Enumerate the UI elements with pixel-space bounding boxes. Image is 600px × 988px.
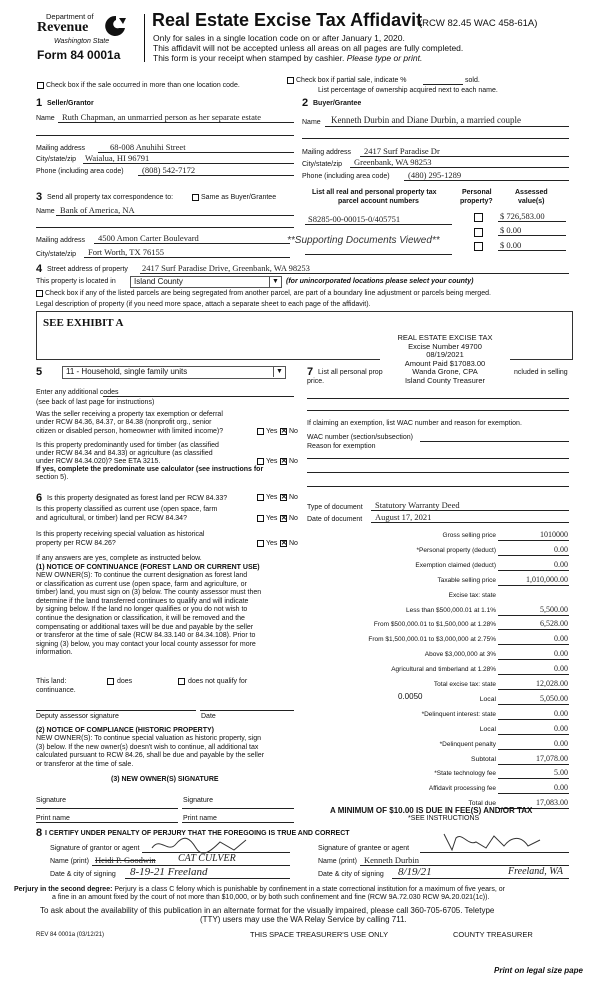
excise-stamp xyxy=(380,334,510,385)
new-owner-sig-heading: (3) NEW OWNER(S) SIGNATURE xyxy=(111,776,219,783)
corr-city-label: City/state/zip xyxy=(36,251,77,258)
corr-city[interactable]: Fort Worth, TX 76155 xyxy=(88,247,164,257)
notice-line: or transferor at the time of sale (RCW 84.33.140 or 84.34.108). Prior to xyxy=(36,632,256,640)
parcel-head-1: List all real and personal property tax xyxy=(312,189,437,196)
local-rate: 0.0050 xyxy=(398,692,423,701)
no-label: No xyxy=(289,494,298,501)
grantor-sig-label: Signature of grantor or agent xyxy=(50,845,140,852)
if-any-yes: If any answers are yes, complete as instructed below. xyxy=(36,555,202,562)
revision-label: REV 84 0001a (03/12/21) xyxy=(36,932,105,938)
assessed-value-3[interactable]: $ 0.00 xyxy=(500,240,522,250)
tax-row-label: From $1,500,000.01 to $3,000,000 at 2.75% xyxy=(368,636,496,643)
buyer-name-label: Name xyxy=(302,119,321,126)
q-current-use-2: and agricultural, or timber) land per RCW 84.34? xyxy=(36,515,187,522)
current-use-yes-checkbox[interactable] xyxy=(257,515,264,522)
header-line1: Only for sales in a single location code on or after January 1, 2020. xyxy=(153,33,405,43)
tax-row-label: Taxable selling price xyxy=(437,577,496,584)
buyer-city-label: City/state/zip xyxy=(302,161,343,168)
q-historic-1: Is this property receiving special valuation as historical xyxy=(36,531,205,538)
buyer-mail-label: Mailing address xyxy=(302,149,352,156)
seller-city-label: City/state/zip xyxy=(36,156,77,163)
notice-line: determine if the land transferred continues to qualify and will indicate xyxy=(36,597,249,605)
grantee-sig-label: Signature of grantee or agent xyxy=(318,845,410,852)
q-exemption-1: Was the seller receiving a property tax exemption or deferral xyxy=(36,411,223,418)
q-exemption-2: under RCW 84.36, 84.37, or 84.38 (nonprofit org., senior xyxy=(36,419,212,426)
grantor-date-label: Date & city of signing xyxy=(50,871,116,878)
partial-sale-checkbox[interactable] xyxy=(287,77,294,84)
tax-row-label: *Personal property (deduct) xyxy=(416,547,496,554)
this-land-label: This land: xyxy=(36,678,67,685)
assessed-head-1: Assessed xyxy=(515,189,548,196)
stamp-line: REAL ESTATE EXCISE TAX xyxy=(397,333,493,342)
stamp-line: Island County Treasurer xyxy=(404,375,486,385)
tax-row-value[interactable]: 0.00 xyxy=(554,709,568,718)
current-use-no-checkbox[interactable]: ✕ xyxy=(281,515,287,522)
tax-row-value[interactable]: 0.00 xyxy=(554,664,568,673)
section1-heading: Seller/Grantor xyxy=(47,100,94,107)
tax-row-label: Exemption claimed (deduct) xyxy=(415,562,496,569)
tax-row-label: Above $3,000,000 at 3% xyxy=(424,651,496,658)
county-select[interactable]: Island County ▼ xyxy=(130,276,282,288)
q-timber-5: section 5). xyxy=(36,474,69,481)
buyer-mail[interactable]: 2417 Surf Paradise Dr xyxy=(364,146,440,156)
notice-line: information. xyxy=(36,649,73,657)
section6-number: 6 xyxy=(36,492,43,504)
personal-check-1[interactable] xyxy=(474,213,483,222)
tax-row-value[interactable]: 1,010,000.00 xyxy=(526,575,568,584)
grantee-signature[interactable] xyxy=(440,828,550,854)
legal-desc-label: Legal description of property (if you need more space, attach a separate sheet to each page of the affidavit). xyxy=(36,301,371,308)
notice-line: by signing below. If the land no longer qualifies or you do not wish to xyxy=(36,606,248,614)
personal-prop-label: List all personal prop xyxy=(318,369,383,376)
deputy-sig-label: Deputy assessor signature xyxy=(36,713,119,720)
multi-location-checkbox[interactable] xyxy=(37,82,44,89)
notice-line: continue the designation or classification, it will be removed and the xyxy=(36,614,245,622)
state-label: Washington State xyxy=(54,38,110,45)
yes-label: Yes xyxy=(266,428,278,435)
grantee-date[interactable]: 8/19/21 xyxy=(398,866,432,878)
wac-number-label: WAC number (section/subsection) xyxy=(307,434,413,441)
tax-row-label: Gross selling price xyxy=(442,532,496,539)
does-not-label: does not qualify for xyxy=(188,678,248,685)
signature-label: Signature xyxy=(36,797,66,804)
tax-row-value[interactable]: 0.00 xyxy=(554,545,568,554)
same-as-buyer-label: Same as Buyer/Grantee xyxy=(201,194,277,201)
section5-number: 5 xyxy=(36,366,43,378)
doc-type[interactable]: Statutory Warranty Deed xyxy=(375,500,460,510)
forest-no-checkbox[interactable]: ✕ xyxy=(281,494,287,501)
personal-head-1: Personal xyxy=(462,189,492,196)
revenue-logo-text: Revenue xyxy=(37,20,89,35)
exemption-yes-checkbox[interactable] xyxy=(257,428,264,435)
assessed-value-1[interactable]: $ 726,583.00 xyxy=(500,211,545,221)
buyer-phone[interactable]: (480) 295-1289 xyxy=(408,170,462,180)
seller-name-label: Name xyxy=(36,115,55,122)
seller-name[interactable]: Ruth Chapman, an unmarried person as her separate estate xyxy=(62,112,261,122)
q-timber-2: under RCW 84.34 and 84.33) or agriculture (as classified xyxy=(36,450,213,457)
notice-line: timber) land, you must sign on (3) below. The county assessor must then xyxy=(36,589,262,597)
seller-mail[interactable]: 68-008 Anuhihi Street xyxy=(110,142,186,152)
perjury-line1: Perjury in the second degree: Perjury is a class C felony which is punishable by confinement in a state correctional institution for a maximum of five years, or xyxy=(14,886,505,893)
signature-label: Signature xyxy=(183,797,213,804)
q-current-use-1: Is this property classified as current use (open space, farm xyxy=(36,506,218,513)
stamp-line: Wanda Grone, CPA xyxy=(412,367,478,376)
seller-phone-label: Phone (including area code) xyxy=(36,168,124,175)
ownership-note: List percentage of ownership acquired next to each name. xyxy=(318,87,498,94)
grantee-print-label: Name (print) xyxy=(318,858,357,865)
q-timber-4: If yes, complete the predominate use calculator (see instructions for xyxy=(36,466,264,473)
historic-no-checkbox[interactable]: ✕ xyxy=(281,540,287,547)
q-forest: Is this property designated as forest land per RCW 84.33? xyxy=(47,495,228,502)
personal-head-2: property? xyxy=(460,198,493,205)
rcw-ref: (RCW 82.45 WAC 458-61A) xyxy=(419,18,538,29)
print-name-label: Print name xyxy=(183,815,217,822)
tax-row-label: Subtotal xyxy=(471,756,496,763)
tax-row-label: Total due xyxy=(468,800,496,807)
continuance-label: continuance. xyxy=(36,687,76,694)
see-instructions: *SEE INSTRUCTIONS xyxy=(408,815,480,822)
section2-heading: Buyer/Grantee xyxy=(313,100,362,107)
tax-row-value[interactable]: 0.00 xyxy=(554,649,568,658)
form-number: Form 84 0001a xyxy=(37,48,121,62)
legal-size-note: Print on legal size pape xyxy=(494,966,583,975)
yes-label: Yes xyxy=(266,540,278,547)
tax-row-value[interactable]: 5.00 xyxy=(554,768,568,777)
personal-check-2[interactable] xyxy=(474,228,483,237)
doc-date-label: Date of document xyxy=(307,516,363,523)
section3-number: 3 xyxy=(36,191,43,203)
property-address[interactable]: 2417 Surf Paradise Drive, Greenbank, WA 98253 xyxy=(142,263,310,273)
grantor-print-label: Name (print) xyxy=(50,858,89,865)
yes-label: Yes xyxy=(266,515,278,522)
tax-row-value[interactable]: 5,500.00 xyxy=(540,605,568,614)
section8-number: 8 xyxy=(36,827,43,839)
tax-row-label: From $500,000.01 to $1,500,000 at 1.28% xyxy=(373,621,496,628)
legal-description: SEE EXHIBIT A xyxy=(43,317,124,329)
stamp-line: 08/19/2021 xyxy=(426,350,464,359)
notice-line: (3) below. If the new owner(s) doesn't wish to continue, all additional tax xyxy=(36,743,259,751)
parcel-head-2: parcel account numbers xyxy=(338,198,419,205)
notice-line: compensating or additional taxes will be due and payable by the seller xyxy=(36,623,254,631)
alt-format-line1: To ask about the availability of this publication in an alternate format for the visually impaired, please call 360-705-6705. Teletype xyxy=(40,906,495,915)
corr-mail[interactable]: 4500 Amon Carter Boulevard xyxy=(98,233,199,243)
section2-number: 2 xyxy=(302,97,309,109)
same-as-buyer-checkbox[interactable] xyxy=(192,194,199,201)
use-code-select[interactable]: 11 - Household, single family units ▼ xyxy=(62,366,286,379)
seller-city[interactable]: Waialua, HI 96791 xyxy=(85,153,150,163)
notice-line: signing (3) below, you may contact your local county assessor for more xyxy=(36,640,256,648)
parcel-number[interactable]: S8285-00-00015-0/405751 xyxy=(308,214,401,224)
tax-row-value[interactable]: 17,078.00 xyxy=(536,754,568,763)
notice-line: or transferor at the time of sale. xyxy=(36,760,134,768)
exemption-wac-label: If claiming an exemption, list WAC number and reason for exemption. xyxy=(307,420,522,427)
corr-name[interactable]: Bank of America, NA xyxy=(60,205,135,215)
forest-yes-checkbox[interactable] xyxy=(257,494,264,501)
tax-row-value[interactable]: 6,528.00 xyxy=(540,619,568,628)
notice-compliance-text xyxy=(36,735,264,769)
section7-number: 7 xyxy=(307,366,314,378)
tax-row-value[interactable]: 0.00 xyxy=(554,634,568,643)
reason-label: Reason for exemption xyxy=(307,443,376,450)
yes-label: Yes xyxy=(266,458,278,465)
tax-row-label: Local xyxy=(479,726,496,733)
tax-row-value[interactable]: 12,028.00 xyxy=(536,679,568,688)
q-timber-1: Is this property predominantly used for timber (as classified xyxy=(36,442,219,449)
stamp-line: Excise Number 49700 xyxy=(408,341,482,351)
q-exemption-3: citizen or disabled person, homeowner with limited income)? xyxy=(36,428,224,435)
notice-continuance-text xyxy=(36,572,261,658)
certify-statement: I CERTIFY UNDER PENALTY OF PERJURY THAT THE FOREGOING IS TRUE AND CORRECT xyxy=(45,830,350,837)
doc-type-label: Type of document xyxy=(307,504,363,511)
yes-label: Yes xyxy=(266,494,278,501)
assessed-head-2: value(s) xyxy=(518,198,545,205)
grantee-date-label: Date & city of signing xyxy=(318,871,384,878)
does-label: does xyxy=(117,678,133,685)
notice-compliance-heading: (2) NOTICE OF COMPLIANCE (HISTORIC PROPERTY) xyxy=(36,727,214,734)
grantee-city[interactable]: Freeland, WA xyxy=(508,866,564,877)
tax-row-label: *Delinquent penalty xyxy=(439,741,496,748)
timber-yes-checkbox[interactable] xyxy=(257,458,264,465)
partial-sale-label: Check box if partial sale, indicate % xyxy=(296,77,407,84)
grantor-date-city[interactable]: 8-19-21 Freeland xyxy=(130,866,208,878)
notice-line: NEW OWNER(S): To continue special valuation as historic property, sign xyxy=(36,735,261,742)
print-name-label: Print name xyxy=(36,815,70,822)
no-label: No xyxy=(289,428,298,435)
buyer-name[interactable]: Kenneth Durbin and Diane Durbin, a married couple xyxy=(331,115,521,125)
multi-location-label: Check box if the sale occurred in more than one location code. xyxy=(46,82,240,89)
buyer-city[interactable]: Greenbank, WA 98253 xyxy=(354,157,432,167)
personal-check-3[interactable] xyxy=(474,242,483,251)
tax-row-value[interactable]: 0.00 xyxy=(554,560,568,569)
included-label: ncluded in selling xyxy=(514,369,568,376)
tax-row-value[interactable]: 17,083.00 xyxy=(536,798,568,807)
street-address-label: Street address of property xyxy=(47,266,128,273)
additional-codes-label: Enter any additional codes xyxy=(36,389,119,396)
chevron-down-icon: ▼ xyxy=(269,277,281,287)
corr-name-label: Name xyxy=(36,208,55,215)
no-label: No xyxy=(289,515,298,522)
chevron-down-icon: ▼ xyxy=(273,367,285,377)
tax-row-label: Agricultural and timberland at 1.28% xyxy=(391,666,496,673)
historic-yes-checkbox[interactable] xyxy=(257,540,264,547)
alt-format-line2: (TTY) users may use the WA Relay Service by calling 711. xyxy=(200,915,407,924)
buyer-phone-label: Phone (including area code) xyxy=(302,173,390,180)
located-in-label: This property is located in xyxy=(36,278,116,285)
grantee-print-name[interactable]: Kenneth Durbin xyxy=(364,855,420,865)
no-label: No xyxy=(289,458,298,465)
county-note: (for unincorporated locations please select your county) xyxy=(286,278,474,285)
sold-label: sold. xyxy=(465,77,480,84)
grantor-print-struck: Heidi P. Goodwin xyxy=(95,855,156,865)
section1-number: 1 xyxy=(36,97,43,109)
tax-row-label: Local xyxy=(479,696,496,703)
tax-row-value[interactable]: 1010000 xyxy=(540,530,568,539)
form-title: Real Estate Excise Tax Affidavit xyxy=(152,10,423,30)
notice-line: NEW OWNER(S): To continue the current designation as forest land xyxy=(36,572,248,579)
timber-no-checkbox[interactable]: ✕ xyxy=(281,458,287,465)
grantor-print-name[interactable]: CAT CULVER xyxy=(178,853,236,864)
exemption-no-checkbox[interactable]: ✕ xyxy=(281,428,287,435)
section4-number: 4 xyxy=(36,263,43,275)
tax-row-value[interactable]: 0.00 xyxy=(554,783,568,792)
tax-row-value[interactable]: 0.00 xyxy=(554,724,568,733)
header-line3: This form is your receipt when stamped by cashier. Please type or print. xyxy=(153,53,423,63)
does-checkbox[interactable] xyxy=(107,678,114,685)
does-not-checkbox[interactable] xyxy=(178,678,185,685)
tax-row-label: Excise tax: state xyxy=(448,592,496,599)
doc-date[interactable]: August 17, 2021 xyxy=(375,512,432,522)
header-divider xyxy=(144,14,145,62)
q-historic-2: property per RCW 84.26? xyxy=(36,540,116,547)
minimum-due-note: A MINIMUM OF $10.00 IS DUE IN FEE(S) AND/OR TAX xyxy=(330,806,533,815)
segregate-checkbox[interactable] xyxy=(36,290,43,297)
seller-mail-label: Mailing address xyxy=(36,145,86,152)
corr-mail-label: Mailing address xyxy=(36,237,86,244)
dept-label: Department of xyxy=(46,12,94,21)
price-label: price. xyxy=(307,378,325,385)
tax-row-label: *State technology fee xyxy=(434,770,496,777)
deputy-date-label: Date xyxy=(201,713,216,720)
notice-continuance-heading: (1) NOTICE OF CONTINUANCE (FOREST LAND OR CURRENT USE) xyxy=(36,564,260,571)
tax-row-label: Affidavit processing fee xyxy=(428,785,496,792)
supporting-docs-stamp: **Supporting Documents Viewed** xyxy=(287,235,440,246)
assessed-value-2[interactable]: $ 0.00 xyxy=(500,225,522,235)
correspondence-label: Send all property tax correspondence to: xyxy=(47,194,174,201)
seller-phone[interactable]: (808) 542-7172 xyxy=(142,165,196,175)
tax-row-value[interactable]: 5,050.00 xyxy=(540,694,568,703)
header-line2: This affidavit will not be accepted unless all areas on all pages are fully completed. xyxy=(153,43,464,53)
treasurer-space-label: THIS SPACE TREASURER'S USE ONLY xyxy=(250,930,389,939)
perjury-line2: a fine in an amount fixed by the court of not more than $10,000, or by both such confinement and fine (RCW 9A.72.030 RCW 9A.20.021(1c)). xyxy=(52,894,490,901)
notice-line: calculated pursuant to RCW 84.26, shall be due and payable by the seller xyxy=(36,752,265,760)
see-back-label: (see back of last page for instructions) xyxy=(36,399,155,406)
revenue-logo-icon xyxy=(105,14,127,38)
tax-row-value[interactable]: 0.00 xyxy=(554,739,568,748)
tax-row-label: Total excise tax: state xyxy=(433,681,496,688)
tax-row-label: *Delinquent interest: state xyxy=(421,711,496,718)
q-timber-3: under RCW 84.34.020)? See ETA 3215. xyxy=(36,458,161,465)
county-treasurer-label: COUNTY TREASURER xyxy=(453,930,533,939)
stamp-line: Amount Paid $17083.00 xyxy=(404,358,486,368)
notice-line: or classification as current use (open space, farm and agriculture, or xyxy=(36,580,247,588)
segregate-label: Check box if any of the listed parcels are being segregated from another parcel, are part of a boundary line adjustment or parcels being merged. xyxy=(45,290,491,297)
tax-row-label: Less than $500,000.01 at 1.1% xyxy=(406,607,496,614)
no-label: No xyxy=(289,540,298,547)
